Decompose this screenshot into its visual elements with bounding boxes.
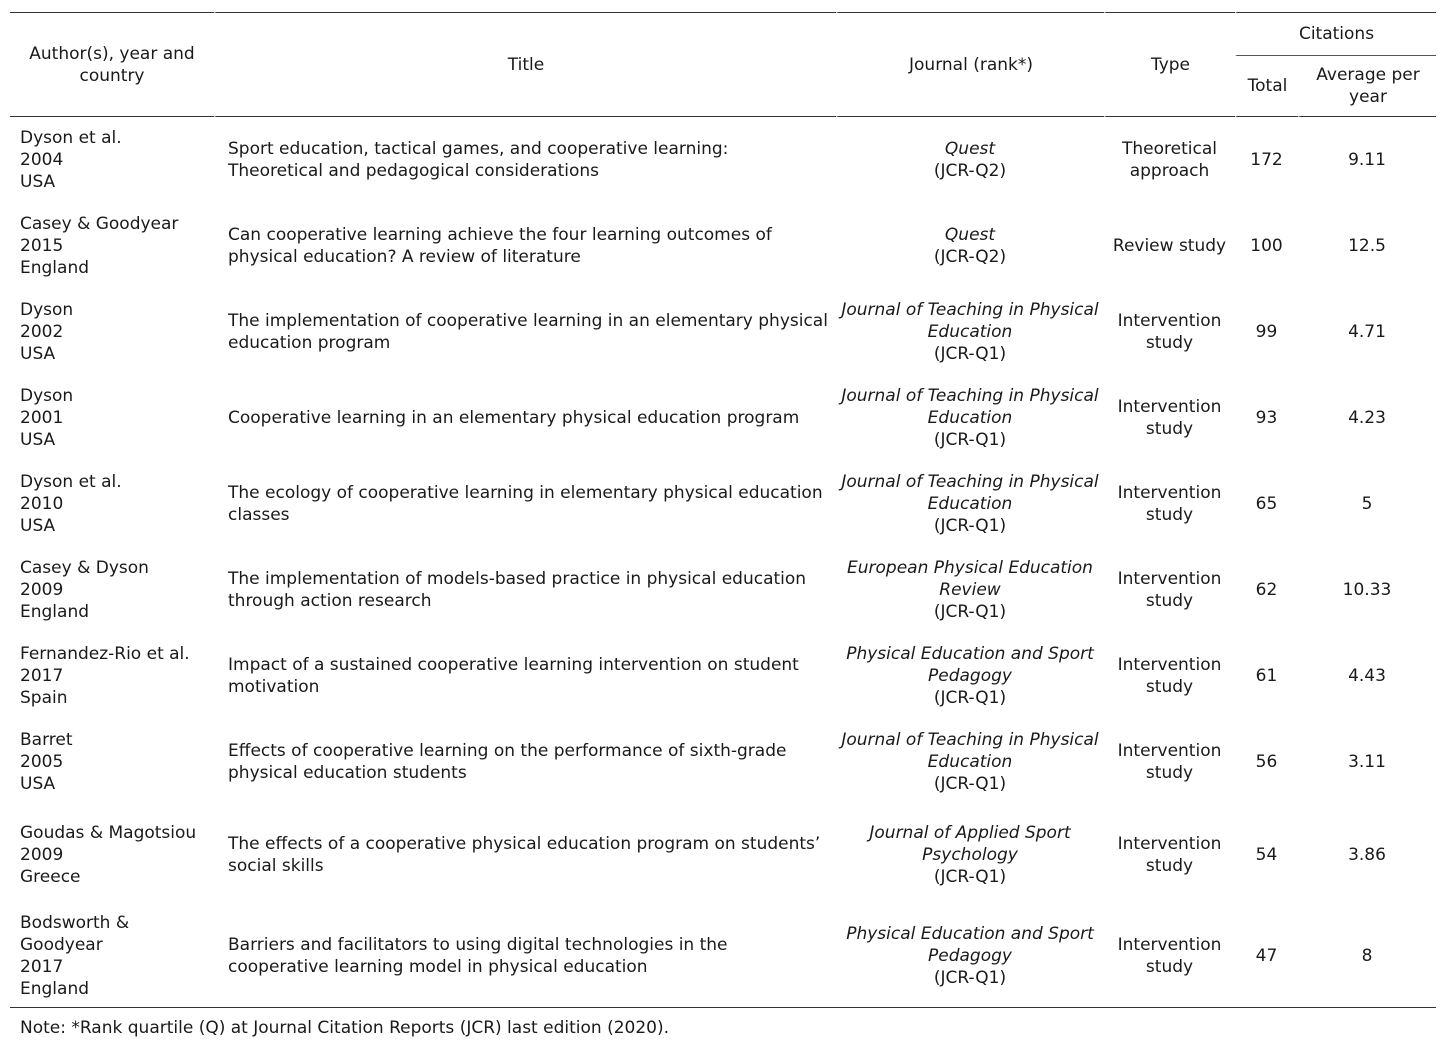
cell-author: Dyson et al. 2010 USA <box>20 472 122 536</box>
cell-journal: Quest (JCR-Q2) <box>933 225 1007 267</box>
cell-type: Theoretical approach <box>1122 139 1217 181</box>
table-row <box>10 461 1436 547</box>
cell-total: 56 <box>1255 752 1278 772</box>
cell-title: Cooperative learning in an elementary physical education program <box>228 408 800 428</box>
cell-average: 4.43 <box>1348 666 1386 686</box>
cell-journal: Physical Education and Sport Pedagogy (JCR-Q1) <box>836 905 1104 1008</box>
cell-type: Intervention study <box>1117 741 1222 783</box>
cell-total: 93 <box>1255 408 1278 428</box>
cell-type: Intervention study <box>1117 483 1222 525</box>
cell-author: Dyson 2002 USA <box>20 300 74 364</box>
cell-average: 9.11 <box>1348 150 1386 170</box>
cell-author: Casey & Dyson 2009 England <box>20 558 149 622</box>
cell-journal: Journal of Applied Sport Psychology (JCR-Q1) <box>869 823 1071 887</box>
table-row <box>10 117 1436 203</box>
cell-author: Barret 2005 USA <box>20 730 73 794</box>
cell-total: 54 <box>1255 845 1278 865</box>
cell-title: Sport education, tactical games, and cooperative learning: Theoretical and pedagogical considerations <box>228 139 729 181</box>
results-table-container <box>10 12 1436 1039</box>
cell-journal: Quest (JCR-Q2) <box>933 139 1007 181</box>
cell-title: The ecology of cooperative learning in elementary physical education classes <box>228 483 823 525</box>
table-row <box>10 633 1436 719</box>
cell-average: 4.23 <box>1348 408 1386 428</box>
cell-journal: Journal of Teaching in Physical Education (JCR-Q1) <box>841 386 1099 450</box>
cell-type: Intervention study <box>1117 397 1222 439</box>
cell-type: Intervention study <box>1117 311 1222 353</box>
cell-journal: Journal of Teaching in Physical Education (JCR-Q1) <box>841 472 1099 536</box>
cell-title: The implementation of models-based practice in physical education through action research <box>228 569 807 611</box>
table-row <box>10 905 1436 1008</box>
cell-average: 3.86 <box>1348 845 1386 865</box>
table-row <box>10 289 1436 375</box>
cell-title: Can cooperative learning achieve the four learning outcomes of physical education? A review of literature <box>228 225 772 267</box>
cell-total: 172 <box>1250 150 1283 170</box>
table-row <box>10 719 1436 805</box>
cell-title: The implementation of cooperative learning in an elementary physical education program <box>228 311 828 353</box>
cell-type: Intervention study <box>1117 655 1222 697</box>
header-total: Total <box>1235 56 1298 117</box>
table-row <box>10 203 1436 289</box>
cell-journal: Physical Education and Sport Pedagogy (JCR-Q1) <box>846 644 1094 708</box>
cell-total: 100 <box>1250 236 1283 256</box>
table-row <box>10 547 1436 633</box>
cell-total: 61 <box>1255 666 1278 686</box>
header-title: Title <box>214 12 836 117</box>
header-average: Average per year <box>1298 56 1436 117</box>
cell-type: Intervention study <box>1117 569 1222 611</box>
header-citations: Citations <box>1235 12 1436 56</box>
header-author: Author(s), year and country <box>10 12 214 117</box>
header-type: Type <box>1104 12 1235 117</box>
cell-average: 3.11 <box>1348 752 1386 772</box>
cell-author: Dyson et al. 2004 USA <box>20 128 122 192</box>
cell-total: 65 <box>1255 494 1278 514</box>
cell-type: Intervention study <box>1104 905 1235 1008</box>
table-row <box>10 375 1436 461</box>
cell-author: Dyson 2001 USA <box>20 386 74 450</box>
cell-journal: Journal of Teaching in Physical Education (JCR-Q1) <box>841 730 1099 794</box>
cell-average: 5 <box>1361 494 1373 514</box>
cell-total: 47 <box>1235 905 1298 1008</box>
header-journal: Journal (rank*) <box>836 12 1104 117</box>
cell-title: The effects of a cooperative physical education program on students’ social skills <box>228 834 821 876</box>
cell-average: 12.5 <box>1348 236 1386 256</box>
cell-title: Effects of cooperative learning on the performance of sixth-grade physical education students <box>228 741 787 783</box>
cell-average: 8 <box>1298 905 1436 1008</box>
cell-title: Impact of a sustained cooperative learning intervention on student motivation <box>228 655 799 697</box>
cell-author: Goudas & Magotsiou 2009 Greece <box>20 823 197 887</box>
cell-type: Review study <box>1112 236 1227 256</box>
cell-title: Barriers and facilitators to using digital technologies in the cooperative learning model in physical education <box>214 905 836 1008</box>
cell-journal: Journal of Teaching in Physical Education (JCR-Q1) <box>841 300 1099 364</box>
cell-type: Intervention study <box>1117 834 1222 876</box>
cell-total: 99 <box>1255 322 1278 342</box>
citations-table <box>10 12 1436 1008</box>
cell-author: Fernandez-Rio et al. 2017 Spain <box>20 644 190 708</box>
cell-journal: European Physical Education Review (JCR-Q1) <box>847 558 1093 622</box>
cell-author: Casey & Goodyear 2015 England <box>20 214 179 278</box>
cell-average: 4.71 <box>1348 322 1386 342</box>
cell-total: 62 <box>1255 580 1278 600</box>
cell-author: Bodsworth & Goodyear 2017 England <box>10 905 214 1008</box>
table-note: Note: *Rank quartile (Q) at Journal Citation Reports (JCR) last edition (2020). <box>20 1018 669 1038</box>
table-row <box>10 805 1436 905</box>
cell-average: 10.33 <box>1342 580 1392 600</box>
